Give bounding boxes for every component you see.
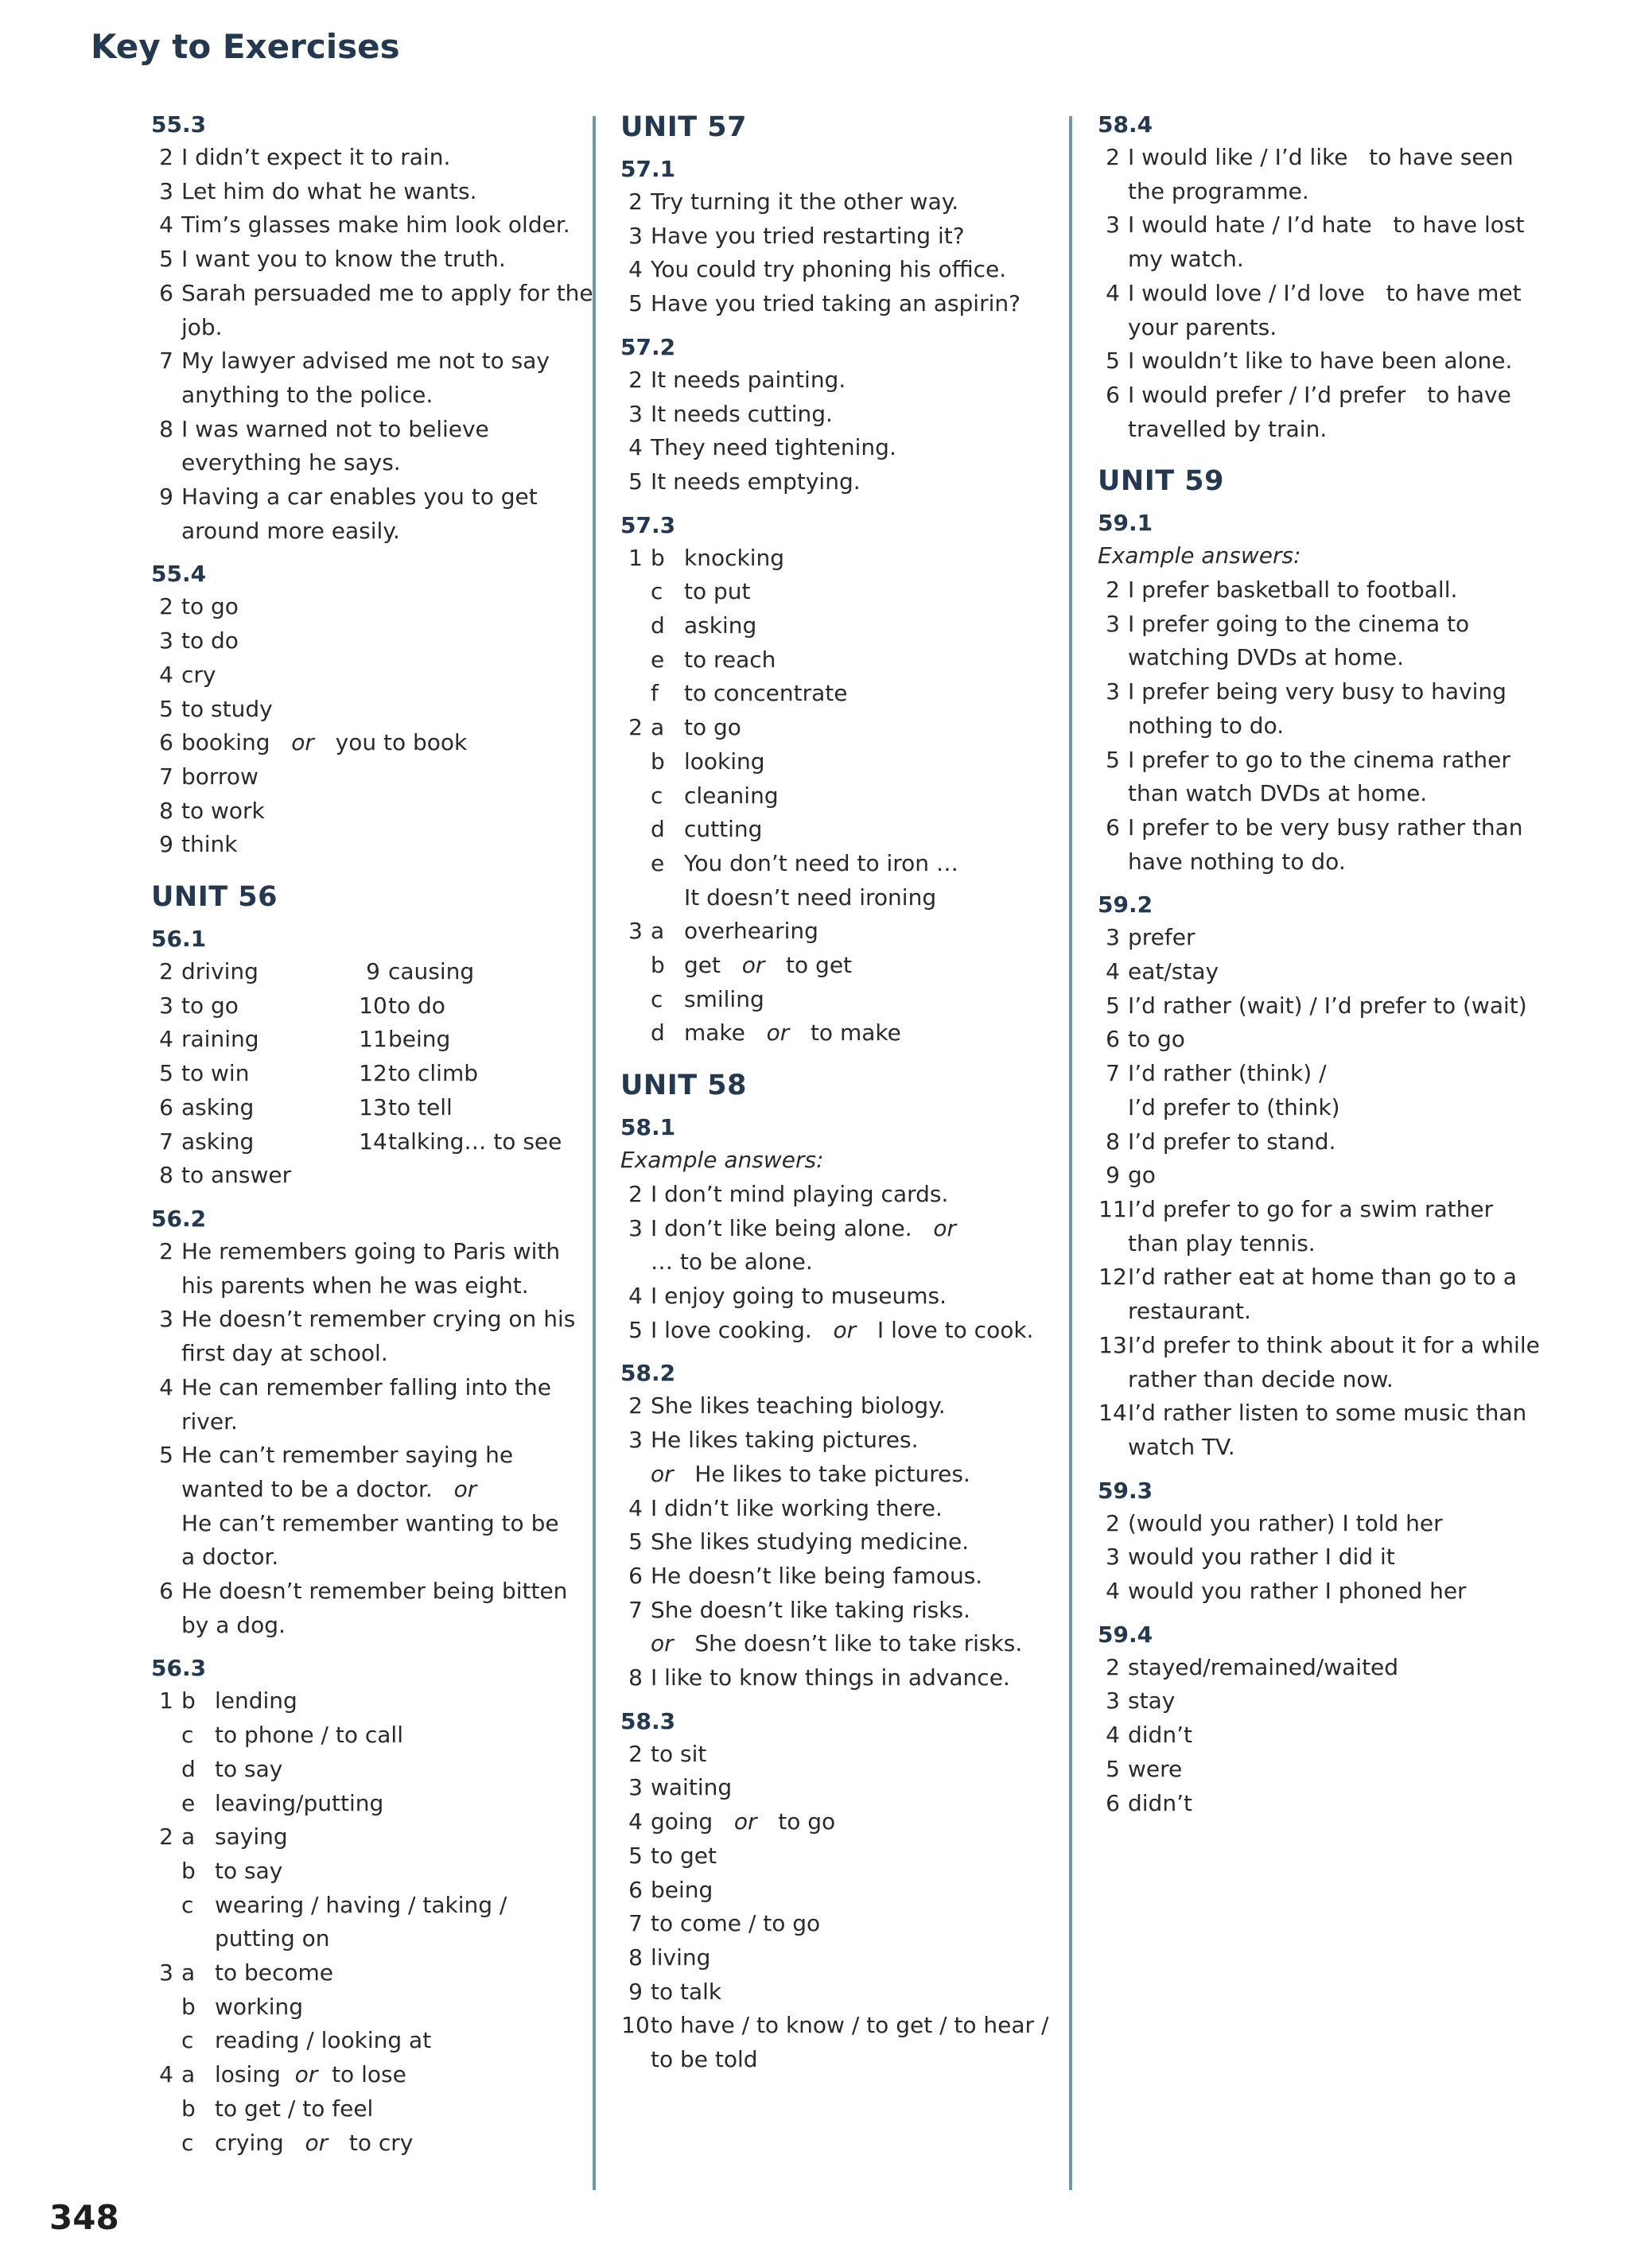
answer-line: 3 to do xyxy=(159,627,239,654)
answer-line: 6 He doesn’t remember being bitten xyxy=(159,1578,568,1605)
answer-line: 6 to go xyxy=(1106,1026,1185,1053)
answer-line: 3 a to become xyxy=(159,1959,334,1986)
answer-line: 3 Let him do what he wants. xyxy=(159,177,477,204)
answer-line: 6 He doesn’t like being famous. xyxy=(628,1562,983,1589)
answer-line: 6 Sarah persuaded me to apply for the xyxy=(159,279,593,306)
answer-line: c cleaning xyxy=(651,782,779,809)
answer-line: 8 I’d prefer to stand. xyxy=(1106,1128,1336,1155)
answer-line: 2 stayed/remained/waited xyxy=(1106,1653,1399,1680)
answer-line: 2 a to go xyxy=(628,714,741,741)
answer-line: anything to the police. xyxy=(181,381,433,408)
column-3 xyxy=(1098,111,1543,1820)
answer-line: 9 think xyxy=(159,831,238,858)
answer-line: 2 He remembers going to Paris with xyxy=(159,1237,561,1264)
answer-line: 2 to go xyxy=(159,593,239,620)
answer-line: have nothing to do. xyxy=(1128,848,1346,875)
page-number: 348 xyxy=(49,2198,119,2237)
answer-line: c to phone / to call xyxy=(181,1722,403,1749)
answer-line: 14 I’d rather listen to some music than xyxy=(1098,1400,1527,1427)
answer-line: 2 driving xyxy=(159,958,259,985)
answer-line: 5 Have you tried taking an aspirin? xyxy=(628,290,1021,317)
answer-line: e to reach xyxy=(651,646,776,673)
answer-line: e You don’t need to iron … xyxy=(651,849,958,876)
exercise-heading: 56.1 xyxy=(151,926,207,953)
unit-heading: UNIT 58 xyxy=(620,1070,748,1102)
answer-line: He can’t remember wanting to be xyxy=(181,1509,559,1536)
answer-line: 5 to win xyxy=(159,1060,250,1087)
answer-line: 2 I would like / I’d like to have seen xyxy=(1106,144,1514,170)
answer-line: nothing to do. xyxy=(1128,712,1285,739)
unit-heading: UNIT 59 xyxy=(1098,465,1225,498)
answer-line: 5 I love cooking. or I love to cook. xyxy=(628,1316,1034,1343)
answer-line: watch TV. xyxy=(1128,1433,1235,1460)
answer-line: the programme. xyxy=(1128,177,1309,204)
exercise-heading: 59.4 xyxy=(1098,1621,1153,1648)
answer-line: 9 causing xyxy=(366,958,475,985)
answer-line: watching DVDs at home. xyxy=(1128,644,1404,671)
answer-line: 2 to sit xyxy=(628,1740,707,1767)
answer-line: 6 I would prefer / I’d prefer to have xyxy=(1106,381,1511,408)
answer-line: 5 to study xyxy=(159,695,273,722)
answer-line: 3 prefer xyxy=(1106,924,1196,951)
answer-line: 10 to have / to know / to get / to hear / xyxy=(621,2012,1049,2039)
answer-line: 2 I prefer basketball to football. xyxy=(1106,577,1458,604)
answer-line: river. xyxy=(181,1408,238,1435)
answer-line: 11 I’d prefer to go for a swim rather xyxy=(1098,1195,1494,1222)
answer-line: e leaving/putting xyxy=(181,1789,384,1816)
answer-line: c reading / looking at xyxy=(181,2027,432,2054)
answer-line: 8 to work xyxy=(159,797,265,824)
answer-line: 4 didn’t xyxy=(1106,1722,1192,1749)
answer-line: your parents. xyxy=(1128,313,1277,340)
answer-line: 7 My lawyer advised me not to say xyxy=(159,348,550,375)
answer-line: d to say xyxy=(181,1755,283,1782)
answer-line: 6 booking or you to book xyxy=(159,729,468,756)
answer-line: by a dog. xyxy=(181,1611,286,1638)
answer-line: I’d prefer to (think) xyxy=(1128,1093,1340,1120)
answer-line: f to concentrate xyxy=(651,680,848,707)
answer-line: 3 I would hate / I’d hate to have lost xyxy=(1106,212,1525,239)
answer-line: 4 I enjoy going to museums. xyxy=(628,1282,947,1309)
answer-line: 4 cry xyxy=(159,661,216,688)
answer-line: first day at school. xyxy=(181,1340,388,1367)
answer-line: 9 go xyxy=(1106,1162,1156,1189)
answer-line: 3 I prefer going to the cinema to xyxy=(1106,610,1470,637)
answer-line: b get or to get xyxy=(651,952,853,979)
answer-line: 4 Tim’s glasses make him look older. xyxy=(159,212,570,239)
answer-line: 3 Have you tried restarting it? xyxy=(628,222,965,249)
answer-line: 7 I’d rather (think) / xyxy=(1106,1060,1327,1087)
answer-line: or He likes to take pictures. xyxy=(651,1460,970,1487)
answer-line: c wearing / having / taking / xyxy=(181,1891,507,1918)
column-1 xyxy=(151,111,593,2160)
exercise-heading: 59.3 xyxy=(1098,1477,1153,1504)
answer-line: 5 I want you to know the truth. xyxy=(159,246,506,273)
answer-line: 1 b knocking xyxy=(628,544,784,571)
answer-line: around more easily. xyxy=(181,517,400,544)
answer-line: 5 to get xyxy=(628,1842,717,1869)
answer-line: 11 being xyxy=(359,1026,451,1053)
answer-line: 3 would you rather I did it xyxy=(1106,1544,1395,1571)
answer-line: 13 to tell xyxy=(359,1093,453,1120)
answer-line: 4 He can remember falling into the xyxy=(159,1373,551,1400)
exercise-heading: 55.4 xyxy=(151,561,207,588)
answer-line: 5 I prefer to go to the cinema rather xyxy=(1106,746,1510,773)
exercise-heading: 58.3 xyxy=(620,1707,676,1734)
answer-line: 14 talking… to see xyxy=(359,1128,562,1155)
answer-line: 4 raining xyxy=(159,1026,259,1053)
exercise-heading: 56.3 xyxy=(151,1655,207,1682)
column-divider xyxy=(593,116,596,2190)
answer-line: wanted to be a doctor. or xyxy=(181,1475,477,1502)
answer-line: or She doesn’t like to take risks. xyxy=(651,1630,1023,1657)
two-column-answers xyxy=(151,955,581,1193)
answer-line: restaurant. xyxy=(1128,1298,1251,1325)
answer-line: 8 to answer xyxy=(159,1162,292,1189)
answer-line: than play tennis. xyxy=(1128,1229,1316,1256)
unit-heading: UNIT 56 xyxy=(151,881,278,914)
answer-line: 6 I prefer to be very busy rather than xyxy=(1106,814,1523,841)
answer-line: 4 a losing or to lose xyxy=(159,2061,406,2088)
answer-line: b looking xyxy=(651,748,765,775)
answer-line: 3 a overhearing xyxy=(628,918,818,945)
page-title: Key to Exercises xyxy=(91,27,400,66)
answer-line: 5 It needs emptying. xyxy=(628,468,861,495)
answer-line: c smiling xyxy=(651,985,764,1012)
column-divider xyxy=(1069,116,1072,2190)
example-answers-note: Example answers: xyxy=(1098,542,1301,569)
answer-line: 4 You could try phoning his office. xyxy=(628,256,1007,283)
answer-list xyxy=(151,141,593,548)
exercise-heading: 55.3 xyxy=(151,111,207,138)
exercise-heading: 59.2 xyxy=(1098,891,1153,918)
answer-line: to be told xyxy=(651,2046,758,2073)
answer-line: b working xyxy=(181,1993,304,2020)
answer-line: c crying or to cry xyxy=(181,2129,414,2156)
answer-line: 9 to talk xyxy=(628,1978,722,2005)
answer-line: my watch. xyxy=(1128,246,1244,273)
answer-line: job. xyxy=(181,313,223,340)
exercise-heading: 57.3 xyxy=(620,511,676,538)
answer-line: than watch DVDs at home. xyxy=(1128,780,1428,807)
answer-line: rather than decide now. xyxy=(1128,1365,1394,1392)
answer-line: 7 asking xyxy=(159,1128,255,1155)
answer-line: 5 I’d rather (wait) / I’d prefer to (wait) xyxy=(1106,992,1527,1019)
answer-line: … to be alone. xyxy=(651,1249,813,1276)
answer-line: 8 living xyxy=(628,1944,711,1971)
answer-line: 2 I don’t mind playing cards. xyxy=(628,1180,949,1207)
answer-line: 13 I’d prefer to think about it for a while xyxy=(1098,1331,1540,1358)
answer-line: 4 I would love / I’d love to have met xyxy=(1106,279,1522,306)
exercise-heading: 58.1 xyxy=(620,1114,676,1141)
answer-line: 2 It needs painting. xyxy=(628,366,846,393)
answer-line: 7 borrow xyxy=(159,763,259,790)
answer-line: 1 b lending xyxy=(159,1687,297,1715)
answer-line: 4 eat/stay xyxy=(1106,958,1219,985)
answer-line: his parents when he was eight. xyxy=(181,1272,529,1299)
answer-line: 6 didn’t xyxy=(1106,1789,1192,1816)
answer-line: 12 I’d rather eat at home than go to a xyxy=(1098,1264,1517,1291)
answer-line: travelled by train. xyxy=(1128,415,1328,442)
answer-line: 4 would you rather I phoned her xyxy=(1106,1578,1467,1605)
answer-line: 8 I was warned not to believe xyxy=(159,415,489,442)
answer-line: 3 He likes taking pictures. xyxy=(628,1427,919,1454)
example-answers-note: Example answers: xyxy=(620,1147,824,1174)
answer-line: d make or to make xyxy=(651,1019,901,1047)
answer-line: 10 to do xyxy=(359,992,445,1019)
answer-line: 12 to climb xyxy=(359,1060,479,1087)
answer-line: d cutting xyxy=(651,816,763,843)
answer-line: 3 It needs cutting. xyxy=(628,400,833,427)
answer-line: 3 waiting xyxy=(628,1774,733,1801)
answer-line: everything he says. xyxy=(181,449,401,476)
answer-line: c to put xyxy=(651,578,751,605)
answer-line: It doesn’t need ironing xyxy=(684,884,937,911)
exercise-heading: 57.2 xyxy=(620,333,676,360)
answer-line: 2 She likes teaching biology. xyxy=(628,1392,946,1419)
answer-line: 5 He can’t remember saying he xyxy=(159,1442,514,1469)
answer-line: 5 were xyxy=(1106,1755,1183,1782)
exercise-heading: 58.4 xyxy=(1098,111,1153,138)
answer-line: 9 Having a car enables you to get xyxy=(159,484,538,511)
answer-line: 4 going or to go xyxy=(628,1808,836,1835)
exercise-heading: 57.1 xyxy=(620,156,676,182)
column-2 xyxy=(620,111,1049,2077)
answer-line: 7 to come / to go xyxy=(628,1910,821,1937)
answer-line: 8 I like to know things in advance. xyxy=(628,1664,1010,1691)
answer-line: 3 I don’t like being alone. or xyxy=(628,1214,956,1241)
answer-line: putting on xyxy=(215,1925,330,1952)
answer-line: 2 (would you rather) I told her xyxy=(1106,1509,1443,1536)
exercise-heading: 58.2 xyxy=(620,1360,676,1387)
answer-line: 2 a saying xyxy=(159,1823,288,1851)
answer-line: d asking xyxy=(651,612,757,639)
answer-line: 5 She likes studying medicine. xyxy=(628,1528,970,1555)
answer-line: 6 being xyxy=(628,1876,713,1903)
answer-line: 7 She doesn’t like taking risks. xyxy=(628,1596,970,1623)
answer-line: 3 stay xyxy=(1106,1687,1176,1715)
answer-line: 2 I didn’t expect it to rain. xyxy=(159,144,451,170)
answer-line: b to get / to feel xyxy=(181,2095,374,2122)
answer-line: 3 to go xyxy=(159,992,239,1019)
answer-line: b to say xyxy=(181,1857,283,1884)
answer-line: 2 Try turning it the other way. xyxy=(628,188,959,215)
answer-line: 6 asking xyxy=(159,1093,255,1120)
answer-line: 5 I wouldn’t like to have been alone. xyxy=(1106,348,1513,375)
answer-line: 4 I didn’t like working there. xyxy=(628,1494,943,1521)
unit-heading: UNIT 57 xyxy=(620,111,748,143)
exercise-heading: 59.1 xyxy=(1098,510,1153,537)
answer-line: a doctor. xyxy=(181,1544,279,1571)
exercise-heading: 56.2 xyxy=(151,1205,207,1232)
answer-line: 4 They need tightening. xyxy=(628,434,896,461)
answer-line: 3 He doesn’t remember crying on his xyxy=(159,1306,576,1333)
answer-line: 3 I prefer being very busy to having xyxy=(1106,678,1507,705)
